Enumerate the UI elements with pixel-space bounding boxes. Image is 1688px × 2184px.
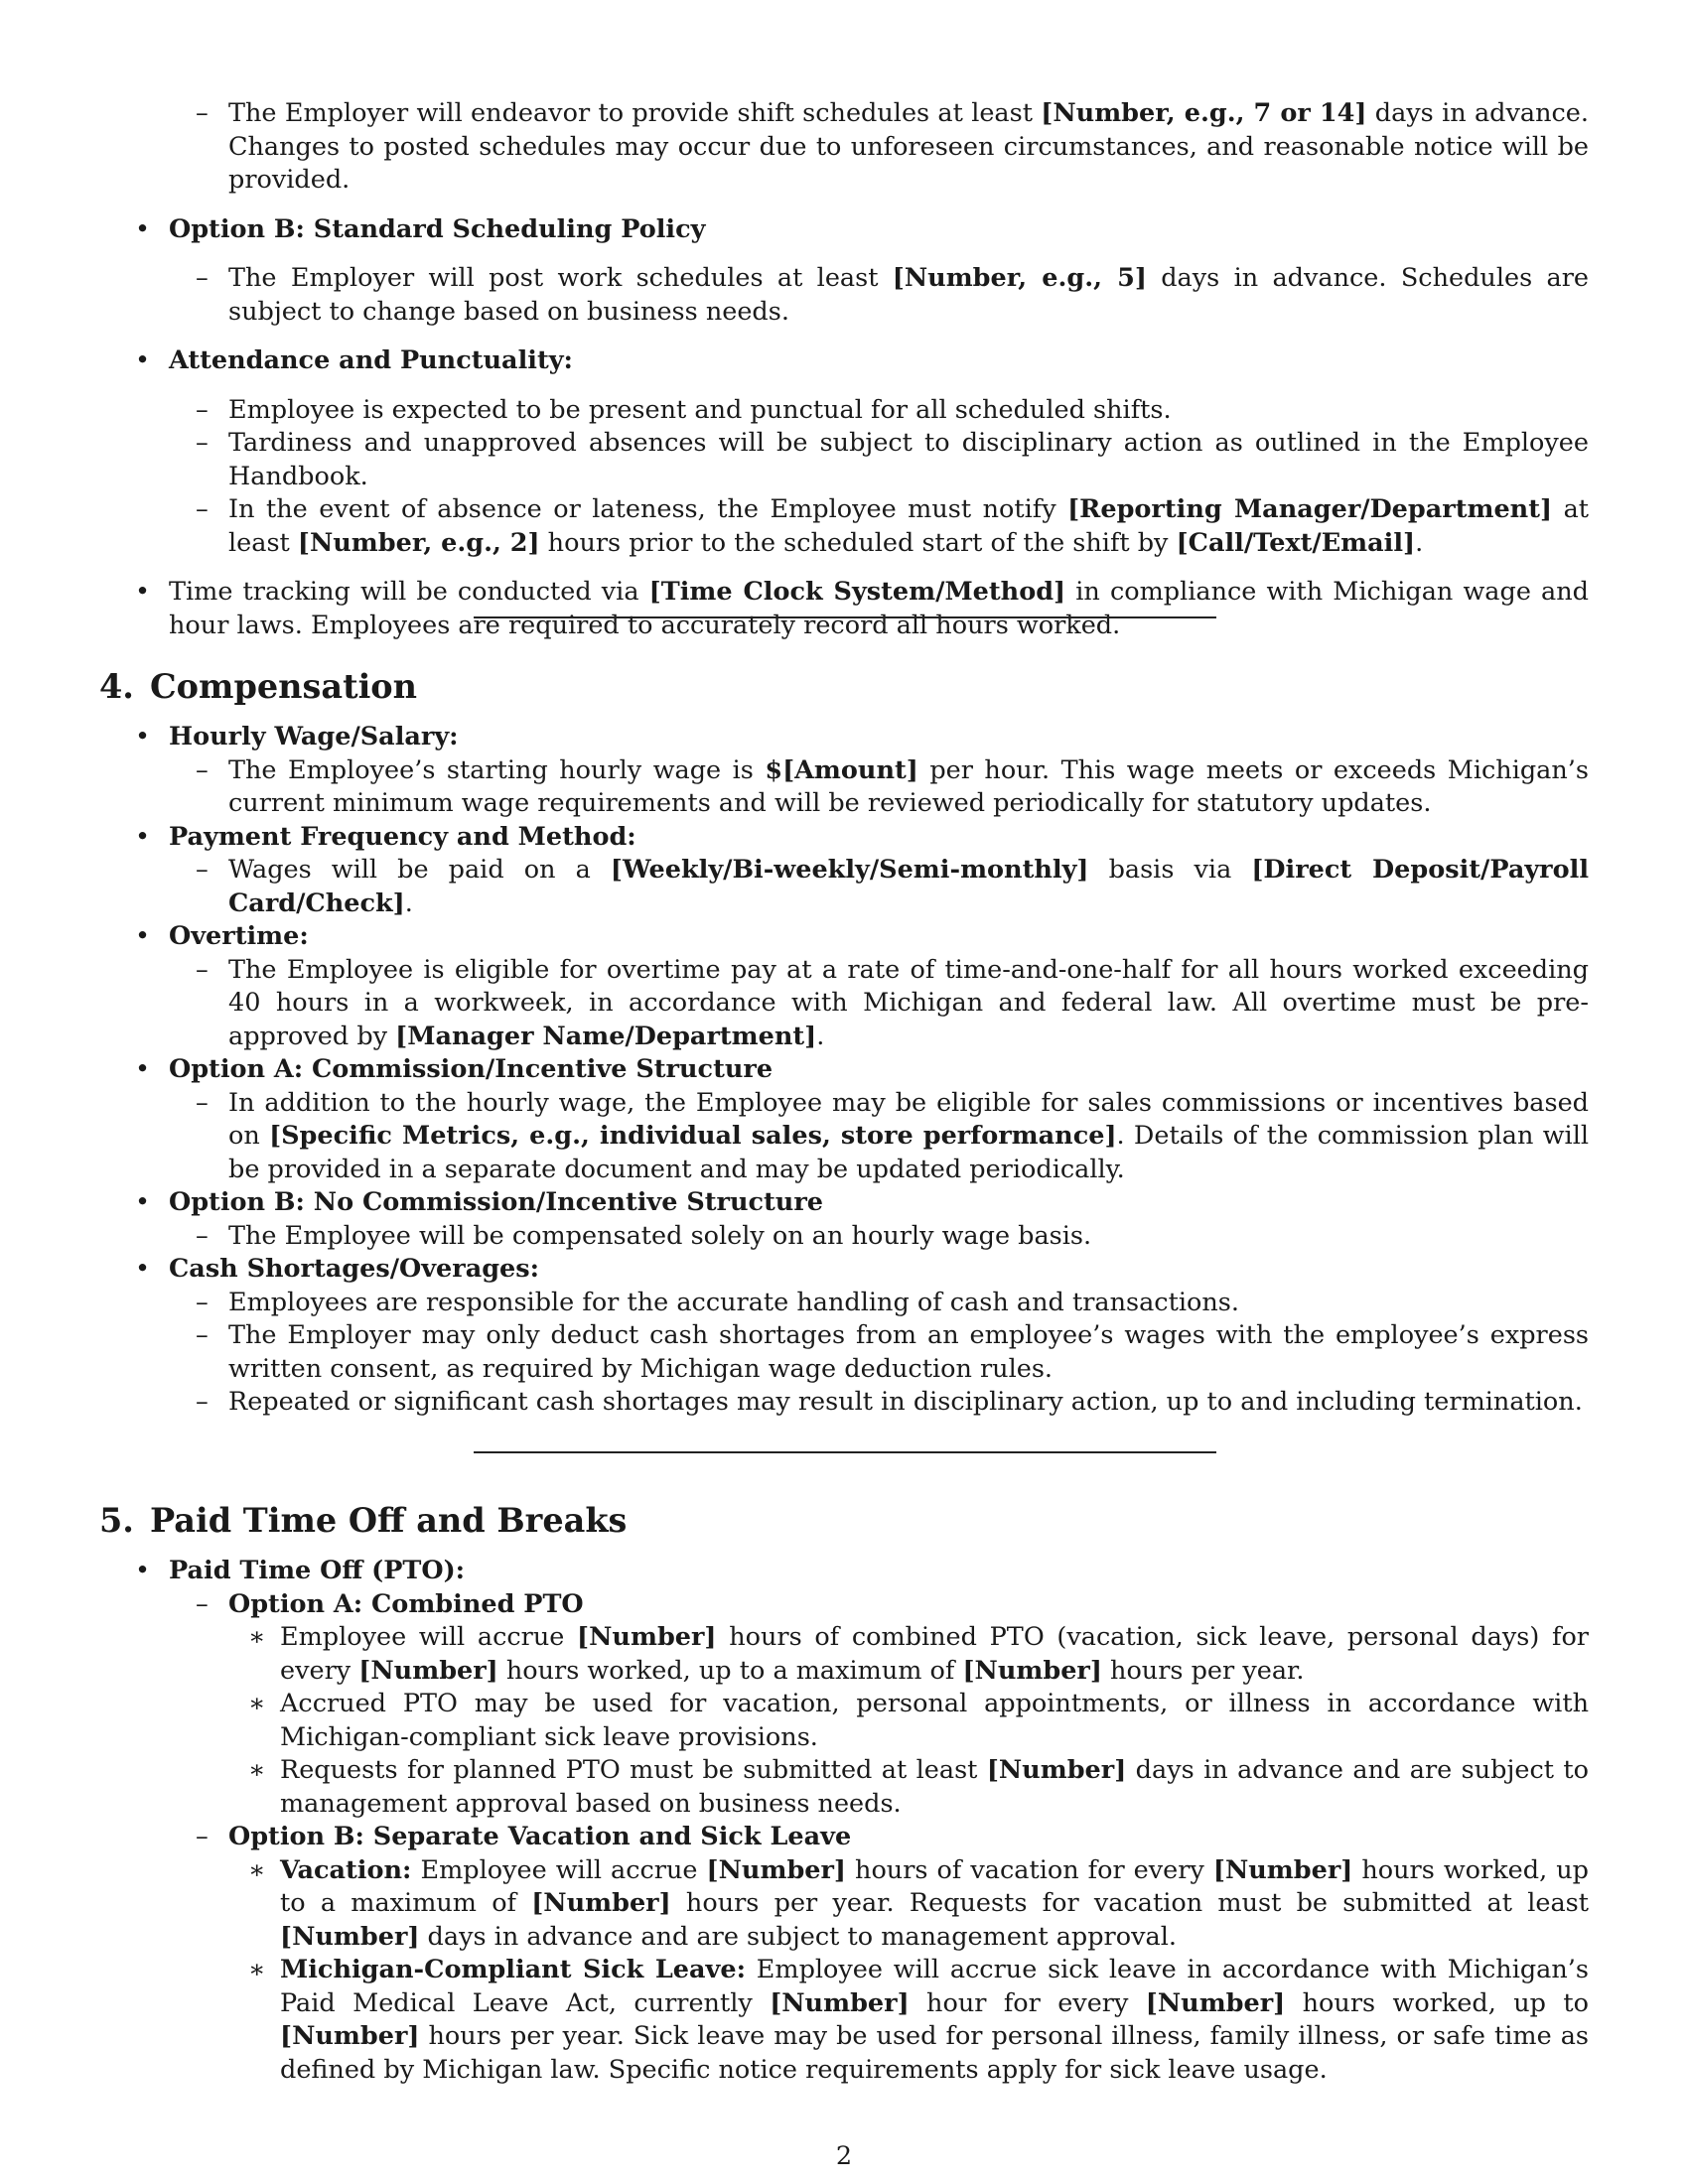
list-item (99, 427, 1589, 493)
item-heading: Payment Frequency and Method: (169, 821, 636, 852)
section-number: 5. (99, 1501, 134, 1540)
list-item (99, 344, 1589, 378)
text: days in advance. Changes to posted schedules may occur due to unforeseen circumstances, and reasonable notice will be provided. (228, 98, 1589, 195)
text: hours worked, up to a maximum of (497, 1655, 963, 1686)
bullet-marker: • (135, 577, 151, 607)
list-item (99, 1220, 1589, 1254)
list-item (99, 1754, 1589, 1821)
text: Employee will accrue sick leave in accordance with Michigan’s Paid Medical Leave Act, currently (280, 1955, 1589, 2018)
dash-marker: – (196, 263, 209, 293)
asterisk-marker: ∗ (248, 1854, 266, 1885)
item-heading: Option A: Commission/Incentive Structure (169, 1054, 774, 1084)
list-item (99, 576, 1589, 642)
list-item (99, 1386, 1589, 1420)
placeholder-text: [Number] (1212, 1854, 1353, 1885)
text: . (404, 887, 413, 918)
list-item (99, 394, 1589, 428)
text: In the event of absence or lateness, the Employee must notify (228, 494, 1068, 524)
text: hours worked, up to (1285, 1987, 1589, 2018)
placeholder-text: [Number] (577, 1622, 717, 1652)
text: . Details of the commission plan will be provided in a separate document and may be updated periodically. (228, 1121, 1590, 1184)
text: Requests for planned PTO must be submitted at least (280, 1755, 987, 1785)
bullet-marker: • (135, 1254, 151, 1284)
list-item (99, 1555, 1589, 1588)
text: Employees are responsible for the accurate handling of cash and transactions. (228, 1287, 1239, 1317)
item-heading: Option B: No Commission/Incentive Structure (169, 1187, 824, 1217)
list-item (99, 1186, 1589, 1220)
list-item (99, 493, 1589, 560)
text: Employee will accrue (411, 1854, 707, 1885)
placeholder-text: [Number] (280, 2021, 420, 2051)
placeholder-text: [Number] (1145, 1987, 1286, 2018)
text: per hour. This wage meets or exceeds Michigan’s current minimum wage requirements and will be reviewed periodically for statutory updates. (228, 754, 1589, 818)
item-heading: Option B: Separate Vacation and Sick Leave (228, 1822, 852, 1851)
dash-marker: – (196, 1320, 209, 1350)
dash-marker: – (196, 1822, 209, 1851)
text: hours per year. Sick leave may be used for personal illness, family illness, or safe time as defined by Michigan law. Specific notice requirements apply for sick leave usage. (280, 2021, 1589, 2085)
placeholder-text: [Number] (962, 1655, 1102, 1686)
text: hour for every (909, 1987, 1146, 2018)
text: hours worked, up to a maximum of (280, 1854, 1589, 1918)
placeholder-text: [Number] (358, 1655, 498, 1686)
bullet-marker: • (135, 213, 151, 244)
dash-marker: – (196, 1387, 209, 1417)
text: The Employer will endeavor to provide shift schedules at least (228, 98, 1042, 128)
list-item (99, 854, 1589, 920)
bullet-marker: • (135, 921, 151, 951)
dash-marker: – (196, 1220, 209, 1251)
placeholder-text: [Weekly/Bi-weekly/Semi-monthly] (610, 855, 1089, 885)
section-title: Paid Time Off and Breaks (149, 1501, 628, 1540)
placeholder-text: $[Amount] (765, 754, 918, 785)
placeholder-text: [Reporting Manager/Department] (1067, 494, 1553, 524)
text: Employee is expected to be present and punctual for all scheduled shifts. (228, 394, 1172, 425)
text: days in advance and are subject to management approval. (419, 1921, 1177, 1952)
placeholder-text: [Number, e.g., 5] (892, 263, 1147, 293)
list-item (99, 1854, 1589, 1955)
dash-marker: – (196, 494, 209, 524)
text: Tardiness and unapproved absences will be subject to disciplinary action as outlined in the Employee Handbook. (228, 428, 1589, 491)
bullet-marker: • (135, 1556, 151, 1585)
item-heading: Overtime: (169, 921, 309, 951)
dash-marker: – (196, 855, 209, 885)
list-item (99, 954, 1589, 1054)
dash-marker: – (196, 954, 209, 985)
asterisk-marker: ∗ (248, 1689, 266, 1718)
bullet-marker: • (135, 1187, 151, 1217)
placeholder-text: [Number] (986, 1755, 1127, 1785)
placeholder-text: [Direct Deposit/Payroll Card/Check] (228, 855, 1590, 918)
list-item (99, 754, 1589, 821)
section-divider (474, 1451, 1216, 1453)
text: hours prior to the scheduled start of the shift by (539, 527, 1177, 558)
dash-marker: – (196, 754, 209, 785)
section-3-continuation (99, 97, 1589, 642)
text: Repeated or significant cash shortages may result in disciplinary action, up to and including termination. (228, 1387, 1583, 1417)
text: . (1415, 527, 1424, 558)
placeholder-text: [Time Clock System/Method] (648, 577, 1066, 607)
placeholder-text: [Number, e.g., 7 or 14] (1041, 98, 1367, 128)
item-label: Vacation: (280, 1854, 412, 1885)
bullet-marker: • (135, 722, 151, 751)
section-4-heading (99, 667, 433, 706)
list-item (99, 1287, 1589, 1320)
placeholder-text: [Manager Name/Department] (395, 1021, 817, 1051)
dash-marker: – (196, 98, 209, 128)
text: hours of vacation for every (846, 1854, 1213, 1885)
bullet-marker: • (135, 821, 151, 852)
text: The Employee is eligible for overtime pay at a rate of time-and-one-half for all hours worked exceeding 40 hours in a workweek, in accordance with Michigan and federal law. All overtime must be pre-approved by (228, 954, 1589, 1051)
placeholder-text: [Number] (531, 1888, 671, 1918)
asterisk-marker: ∗ (248, 1755, 266, 1785)
text: at least (228, 494, 1590, 558)
text: Wages will be paid on a (228, 855, 611, 885)
text: In addition to the hourly wage, the Employee may be eligible for sales commissions or incentives based on (228, 1087, 1589, 1151)
item-heading: Option B: Standard Scheduling Policy (169, 213, 706, 244)
page-number: 2 (835, 2141, 853, 2171)
item-heading: Hourly Wage/Salary: (169, 722, 459, 751)
item-label: Michigan-Compliant Sick Leave: (280, 1955, 746, 1984)
item-heading: Attendance and Punctuality: (169, 345, 573, 375)
item-heading: Paid Time Off (PTO): (169, 1556, 466, 1585)
list-item (99, 920, 1589, 954)
bullet-marker: • (135, 345, 151, 375)
list-item (99, 821, 1589, 855)
text: hours of combined PTO (vacation, sick leave, personal days) for every (280, 1622, 1589, 1686)
dash-marker: – (196, 1287, 209, 1317)
text: days in advance. Schedules are subject to change based on business needs. (228, 263, 1589, 327)
list-item (99, 721, 1589, 754)
list-item (99, 97, 1589, 198)
asterisk-marker: ∗ (248, 1622, 266, 1652)
section-divider (474, 616, 1216, 618)
section-5-heading (99, 1501, 642, 1540)
text: The Employee’s starting hourly wage is (228, 754, 766, 785)
section-5-body (99, 1555, 1589, 2087)
dash-marker: – (196, 1087, 209, 1118)
placeholder-text: [Number] (280, 1921, 420, 1952)
list-item (99, 1688, 1589, 1754)
dash-marker: – (196, 428, 209, 458)
text: Time tracking will be conducted via (169, 577, 649, 607)
list-item (99, 262, 1589, 329)
list-item (99, 1821, 1589, 1854)
section-title: Compensation (149, 667, 417, 706)
text: The Employer may only deduct cash shortages from an employee’s wages with the employee’s express written consent, as required by Michigan wage deduction rules. (228, 1320, 1589, 1384)
section-4-body (99, 721, 1589, 1420)
list-item (99, 1319, 1589, 1386)
text: hours per year. (1101, 1655, 1305, 1686)
asterisk-marker: ∗ (248, 1955, 266, 1984)
text: The Employer will post work schedules at least (228, 263, 893, 293)
placeholder-text: [Specific Metrics, e.g., individual sales, store performance] (269, 1121, 1117, 1151)
item-heading: Option A: Combined PTO (228, 1588, 584, 1619)
text: days in advance and are subject to management approval based on business needs. (280, 1755, 1589, 1819)
section-number: 4. (99, 667, 134, 706)
text: The Employee will be compensated solely on an hourly wage basis. (228, 1220, 1092, 1251)
placeholder-text: [Number] (770, 1987, 910, 2018)
placeholder-text: [Call/Text/Email] (1176, 527, 1416, 558)
list-item (99, 1588, 1589, 1622)
list-item (99, 1621, 1589, 1688)
text: Employee will accrue (280, 1622, 578, 1652)
bullet-marker: • (135, 1054, 151, 1084)
text: hours per year. Requests for vacation must be submitted at least (670, 1888, 1589, 1918)
text: Accrued PTO may be used for vacation, personal appointments, or illness in accordance with Michigan-compliant sick leave provisions. (280, 1689, 1589, 1752)
list-item (99, 1954, 1589, 2087)
list-item (99, 213, 1589, 247)
dash-marker: – (196, 394, 209, 425)
list-item (99, 1253, 1589, 1287)
item-heading: Cash Shortages/Overages: (169, 1254, 540, 1284)
placeholder-text: [Number, e.g., 2] (297, 527, 540, 558)
text: basis via (1088, 855, 1252, 885)
text: . (816, 1021, 825, 1051)
list-item (99, 1053, 1589, 1087)
placeholder-text: [Number] (706, 1854, 846, 1885)
text: in compliance with Michigan wage and hour laws. Employees are required to accurately record all hours worked. (169, 577, 1589, 640)
dash-marker: – (196, 1588, 209, 1619)
list-item (99, 1087, 1589, 1187)
